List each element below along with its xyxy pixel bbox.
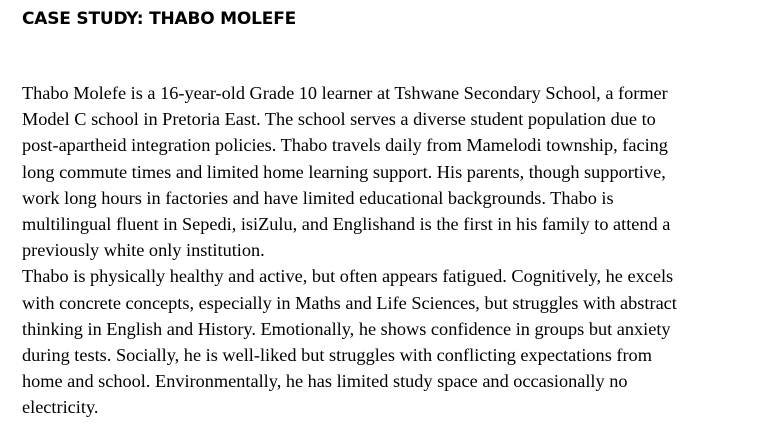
text-line: with concrete concepts, especially in Maths and Life Sciences, but struggles with abstract: [22, 292, 677, 313]
text-line: electricity.: [22, 397, 99, 418]
text-line: thinking in English and History. Emotionally, he shows confidence in groups but anxiety: [22, 318, 671, 339]
text-line: post-apartheid integration policies. Thabo travels daily from Mamelodi township, facing: [22, 135, 668, 156]
text-line: previously white only institution.: [22, 240, 265, 261]
paragraph-background: [22, 80, 762, 263]
text-line: during tests. Socially, he is well-liked but struggles with conflicting expectations from: [22, 345, 652, 366]
case-study-title: CASE STUDY: THABO MOLEFE: [22, 9, 297, 29]
text-line: long commute times and limited home learning support. His parents, though supportive,: [22, 161, 666, 182]
text-line: Thabo Molefe is a 16-year-old Grade 10 learner at Tshwane Secondary School, a former: [22, 83, 668, 103]
paragraph-development: [22, 263, 762, 420]
text-line: Model C school in Pretoria East. The school serves a diverse student population due to: [22, 109, 656, 130]
text-line: home and school. Environmentally, he has limited study space and occasionally no: [22, 371, 628, 392]
case-study-body: [22, 80, 762, 421]
text-line: multilingual fluent in Sepedi, isiZulu, and Englishand is the first in his family to attend a: [22, 214, 671, 235]
text-line: work long hours in factories and have limited educational backgrounds. Thabo is: [22, 187, 614, 208]
text-line: Thabo is physically healthy and active, but often appears fatigued. Cognitively, he excels: [22, 266, 674, 287]
